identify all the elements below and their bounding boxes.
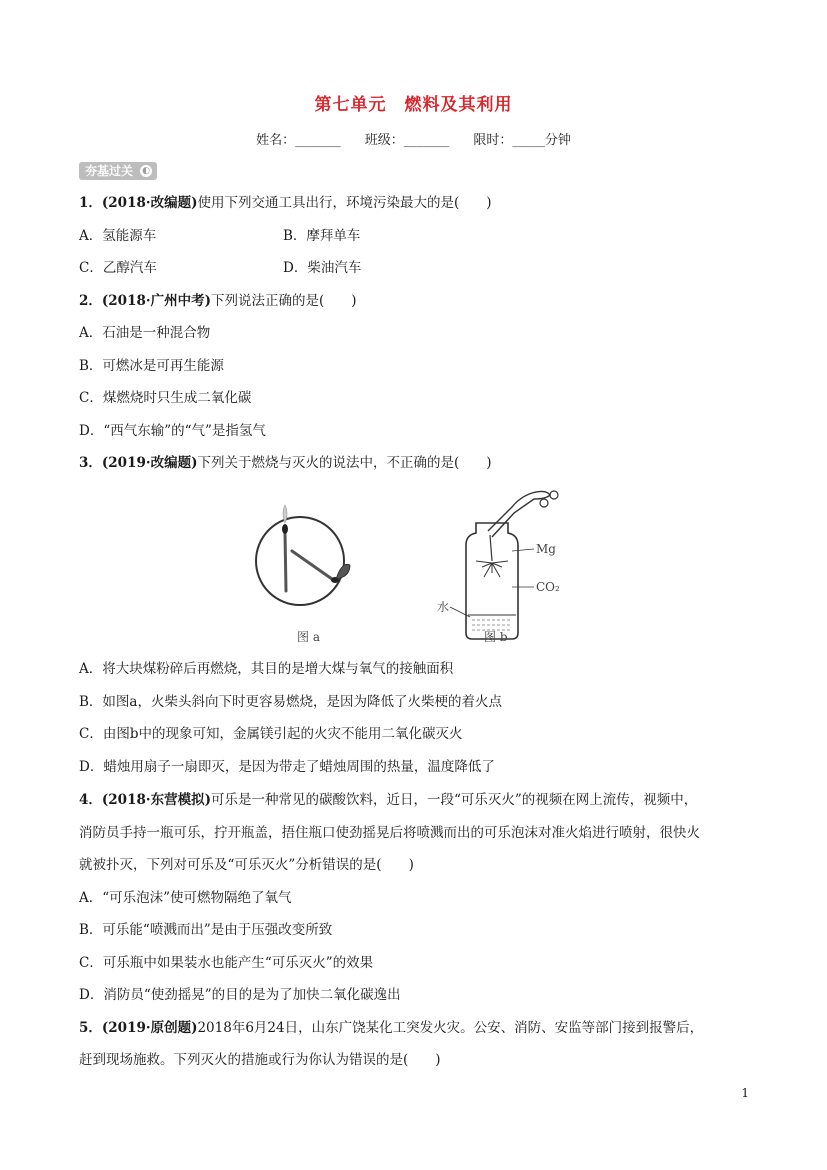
mg-label: Mg	[536, 542, 556, 556]
q4-option-d: D．消防员“使劲摇晃”的目的是为了加快二氧化碳逸出	[79, 987, 401, 1003]
question-number: 2．	[79, 293, 102, 309]
water-label: 水	[437, 600, 450, 614]
q4-option-c: C．可乐瓶中如果装水也能产生“可乐灭火”的效果	[79, 955, 374, 971]
name-field: 姓名：_______	[256, 133, 341, 148]
question-2-stem	[79, 291, 357, 311]
question-source: (2018·东营模拟)	[101, 792, 211, 808]
q3-option-d: D．蜡烛用扇子一扇即灭，是因为带走了蜡烛周围的热量，温度降低了	[79, 759, 495, 775]
badge-circle-icon: ◐	[140, 165, 152, 177]
question-number: 3．	[79, 455, 102, 471]
q4-option-b: B．可乐能“喷溅而出”是由于压强改变所致	[79, 922, 333, 938]
figure-b-bottle-illustration	[450, 491, 558, 639]
q3-option-c: C．由图b中的现象可知，金属镁引起的火灾不能用二氧化碳灭火	[79, 726, 463, 742]
question-source: (2018·改编题)	[101, 195, 198, 211]
page-title	[0, 90, 827, 115]
student-info-row	[0, 129, 827, 148]
q3-option-b: B．如图a，火柴头斜向下时更容易燃烧，是因为降低了火柴梗的着火点	[79, 694, 502, 710]
question-text: 可乐是一种常见的碳酸饮料，近日，一段“可乐灭火”的视频在网上流传，视频中，	[210, 792, 698, 808]
q1-option-c: C．乙醇汽车	[79, 260, 157, 276]
question-source: (2018·广州中考)	[101, 293, 211, 309]
question-4-stem-line-2: 消防员手持一瓶可乐，拧开瓶盖，捂住瓶口使劲摇晃后将喷溅而出的可乐泡沫对准火焰进行喷射，很快火	[79, 825, 700, 841]
q3-option-a: A．将大块煤粉碎后再燃烧，其目的是增大煤与氧气的接触面积	[79, 661, 454, 677]
question-number: 5．	[79, 1020, 102, 1036]
question-3-figure	[250, 483, 590, 653]
q1-option-d: D．柴油汽车	[283, 260, 362, 276]
section-badge	[79, 162, 157, 180]
q1-option-b: B．摩拜单车	[283, 228, 361, 244]
page-number: 1	[741, 1086, 749, 1100]
question-5-stem-line-2: 赶到现场施救。下列灭火的措施或行为你认为错误的是( )	[79, 1052, 441, 1068]
q2-option-b: B．可燃冰是可再生能源	[79, 358, 224, 374]
question-text: 下列关于燃烧与灭火的说法中，不正确的是( )	[197, 455, 492, 471]
q1-option-a: A．氢能源车	[79, 228, 157, 244]
q2-option-c: C．煤燃烧时只生成二氧化碳	[79, 390, 252, 406]
question-5-stem-line-1	[79, 1018, 703, 1038]
title-unit: 第七单元	[314, 95, 387, 115]
question-4-stem-line-3: 就被扑灭，下列对可乐及“可乐灭火”分析错误的是( )	[79, 857, 414, 873]
figure-a-match-illustration	[256, 505, 350, 605]
question-number: 1．	[79, 195, 102, 211]
section-badge-label: 夯基过关	[85, 164, 134, 178]
question-text: 使用下列交通工具出行，环境污染最大的是( )	[197, 195, 492, 211]
question-1-stem	[79, 193, 492, 213]
title-topic: 燃料及其利用	[404, 95, 513, 115]
question-number: 4．	[79, 792, 102, 808]
q2-option-d: D．“西气东输”的“气”是指氢气	[79, 423, 266, 439]
figure-a-caption: 图 a	[297, 630, 320, 644]
q2-option-a: A．石油是一种混合物	[79, 325, 211, 341]
q4-option-a: A．“可乐泡沫”使可燃物隔绝了氧气	[79, 890, 292, 906]
question-text: 下列说法正确的是( )	[210, 293, 357, 309]
question-text: 2018年6月24日，山东广饶某化工突发火灾。公安、消防、安监等部门接到报警后，	[197, 1020, 704, 1036]
question-3-stem	[79, 453, 492, 473]
question-4-stem-line-1	[79, 790, 697, 810]
class-field: 班级：_______	[364, 133, 450, 148]
question-source: (2019·改编题)	[101, 455, 198, 471]
figure-b-caption: 图 b	[484, 630, 508, 644]
co2-label: CO₂	[536, 580, 560, 594]
time-limit-field: 限时：_____分钟	[473, 133, 571, 148]
question-source: (2019·原创题)	[101, 1020, 198, 1036]
